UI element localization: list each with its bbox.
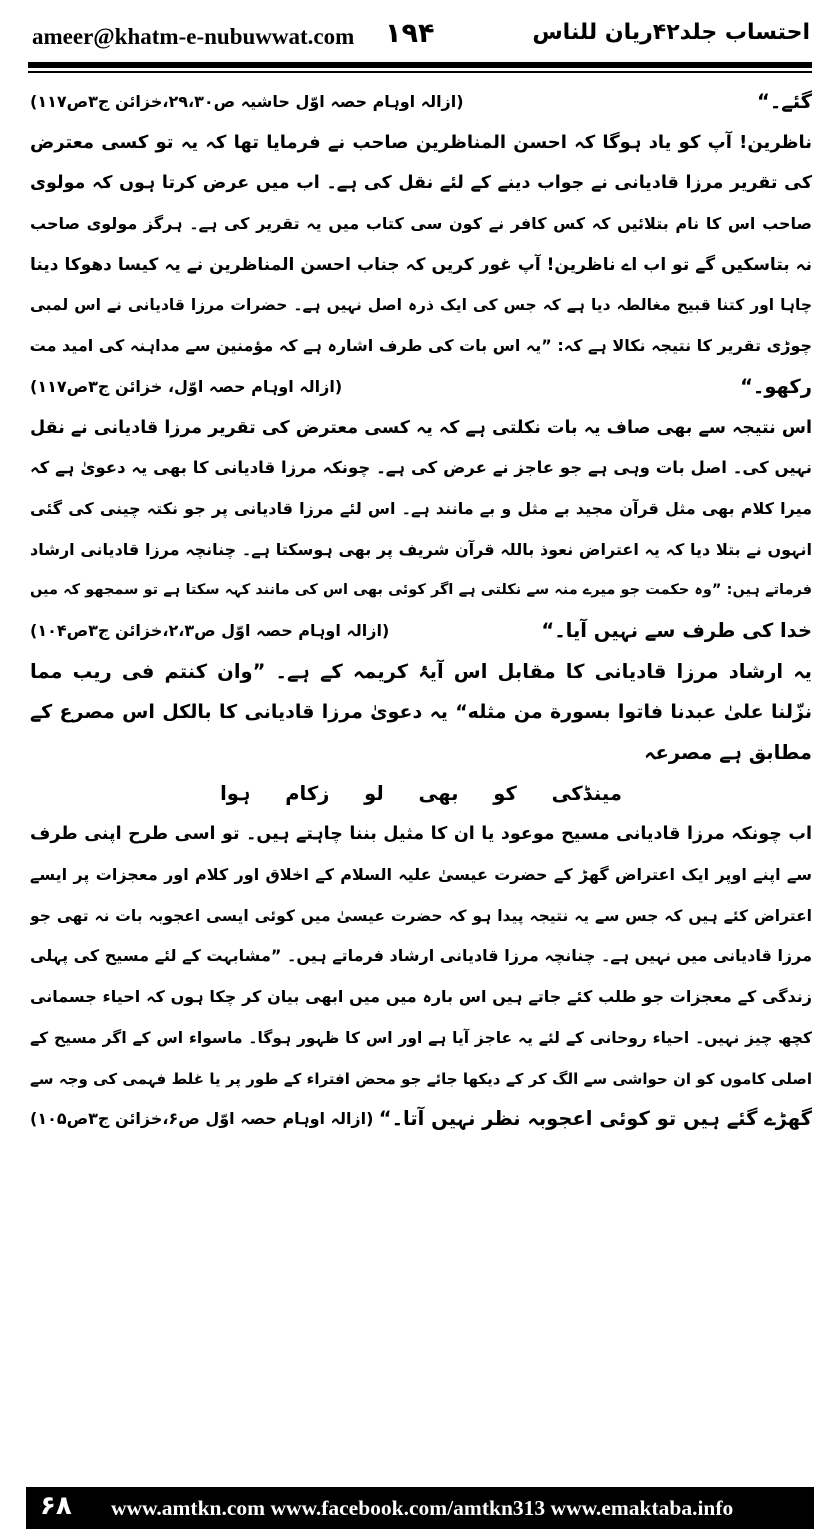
text-line-content: کچھ چیز نہیں۔ احیاء روحانی کے لئے یہ عاجز آیا ہے اور اس کا ظہور ہوگا۔ ماسواء اس کے اگر مسیح کے [30,1028,812,1047]
text-line [30,530,812,571]
text-line-content: نہ بتاسکیں گے تو اب اے ناظرین! آپ غور کریں کہ جناب احسن المناظرین نے یہ کیسا دھوکا دینا [30,254,812,275]
text-line-content: مرزا قادیانی میں نہیں ہے۔ چنانچہ مرزا قادیانی ارشاد فرماتے ہیں۔ ”مشابہت کے لئے مسیح کی پہلی [30,946,812,966]
header-title: احتساب جلد۴۲ریان للناس [532,20,810,45]
text-line-content: اعتراض کئے ہیں کہ جس سے یہ نتیجہ پیدا ہو کہ حضرت عیسیٰ میں کوئی ایسی اعجوبہ بات نہ تھی جو [30,906,812,925]
text-line [30,814,812,855]
text-line [30,326,812,367]
text-line-content: ناظرین! آپ کو یاد ہوگا کہ احسن المناظرین صاحب نے فرمایا تھا کہ یہ تو کسی معترض [30,131,812,153]
text-line [30,448,812,489]
text-line-content: انہوں نے بتلا دیا کہ یہ اعتراض نعوذ باللہ قرآن شریف پر بھی ہوسکتا ہے۔ چنانچہ مرزا قادیانی ارشاد [30,539,812,559]
text-line [30,977,812,1018]
reference-citation: (ازالہ اوہام حصہ اوّل ص۶،خزائن ج۳ص۱۰۵) [30,1109,374,1129]
header-rule-thick [28,62,812,68]
text-line-content: گھڑے گئے ہیں تو کوئی اعجوبہ نظر نہیں آتا۔“ [378,1107,812,1131]
text-line [30,611,812,652]
text-line [30,1099,812,1140]
text-line [30,570,812,611]
text-line-content: چوڑی تقریر کا نتیجہ نکالا ہے کہ: ”یہ اس بات کی طرف اشارہ ہے کہ مؤمنین سے مداہنہ کی امید مت [30,336,812,356]
text-line [30,855,812,896]
text-line [30,245,812,286]
text-line [30,82,812,123]
text-line-content: چاہا اور کتنا قبیح مغالطہ دیا ہے کہ جس کی ایک ذرہ اصل نہیں ہے۔ حضرات مرزا قادیانی نے اس لمبی [30,296,812,315]
poem-line [30,774,812,815]
text-line [30,285,812,326]
text-line-content: مینڈکی کو بھی لو زکام ہوا [220,781,622,805]
text-line-content: خدا کی طرف سے نہیں آیا۔“ [541,618,812,642]
reference-citation: (ازالہ اوہام حصہ اوّل ص۲،۳،خزائن ج۳ص۱۰۴) [30,620,390,640]
text-line-content: فرماتے ہیں: ”وہ حکمت جو میرے منہ سے نکلتی ہے اگر کوئی بھی اس کی مانند کہہ سکتا ہے تو سمجھو کہ میں [30,582,812,599]
text-line-content: مطابق ہے مصرعہ [644,741,812,764]
text-line-content: میرا کلام بھی مثل قرآن مجید بے مثل و بے مانند ہے۔ اس لئے مرزا قادیانی پر جو نکتہ چینی کی گئی [30,498,812,518]
page-header [0,0,840,60]
text-line [30,163,812,204]
reference-citation: (ازالہ اوہام حصہ اوّل، خزائن ج۳ص۱۱۷) [30,376,343,396]
text-line-content: صاحب اس کا نام بتلائیں کہ کس کافر نے کون سی کتاب میں یہ تقریر کی ہے۔ ہرگز مولوی صاحب [30,214,812,234]
text-line [30,123,812,164]
body-text [30,82,812,1467]
text-line-content: کی تقریر مرزا قادیانی نے جواب دینے کے لئے نقل کی ہے۔ اب میں عرض کرتا ہوں کہ مولوی [30,173,812,194]
header-email: ameer@khatm-e-nubuwwat.com [32,24,355,49]
text-line [30,1018,812,1059]
text-line [30,896,812,937]
text-line-content: سے اپنے اوپر ایک اعتراض گھڑ کے حضرت عیسیٰ علیہ السلام کے اخلاق اور کلام اور معجزات پر ایسے [30,865,812,885]
text-line [30,936,812,977]
text-line [30,733,812,774]
footer-page-number: ۶۸ [40,1491,72,1521]
text-line-content: زندگی کے معجزات جو طلب کئے جاتے ہیں اس بارہ میں میں ابھی بیان کر چکا ہوں کہ احیاء جسمانی [30,987,812,1007]
header-page-number: ۱۹۴ [385,18,435,49]
text-line-content: اب چونکہ مرزا قادیانی مسیح موعود یا ان کا مثیل بننا چاہتے ہیں۔ تو اسی طرح اپنی طرف [30,824,812,845]
text-line [30,204,812,245]
text-line-content: رکھو۔“ [740,374,812,398]
text-line [30,367,812,408]
reference-citation: (ازالہ اوہام حصہ اوّل حاشیہ ص۲۹،۳۰،خزائن ج۳ص۱۱۷) [30,92,464,111]
text-line [30,489,812,530]
page-footer [26,1487,814,1529]
text-line-content: نہیں کی۔ اصل بات وہی ہے جو عاجز نے عرض کی ہے۔ چونکہ مرزا قادیانی کا بھی یہ دعویٰ ہے کہ [30,458,812,478]
text-line-content: اصلی کاموں کو ان حواشی سے الگ کر کے دیکھا جائے جو محض افتراء کے طور پر یا غلط فہمی کی وجہ سے [30,1069,812,1088]
text-line-content: گئے۔“ [757,90,812,113]
text-line [30,408,812,449]
text-line [30,652,812,693]
footer-urls: www.amtkn.com www.facebook.com/amtkn313 www.emaktaba.info [111,1496,734,1520]
header-rule-thin [28,71,812,73]
text-line-content: نزّلنا علیٰ عبدنا فاتوا بسورة من مثله“ یہ دعویٰ مرزا قادیانی کا بالکل اس مصرع کے [30,701,812,724]
text-line [30,1059,812,1100]
text-line-content: یہ ارشاد مرزا قادیانی کا مقابل اس آیۂ کریمہ کے ہے۔ ”وان کنتم فی ریب مما [30,659,812,683]
text-line [30,692,812,733]
text-line-content: اس نتیجہ سے بھی صاف یہ بات نکلتی ہے کہ یہ کسی معترض کی تقریر مرزا قادیانی نے نقل [30,417,812,438]
